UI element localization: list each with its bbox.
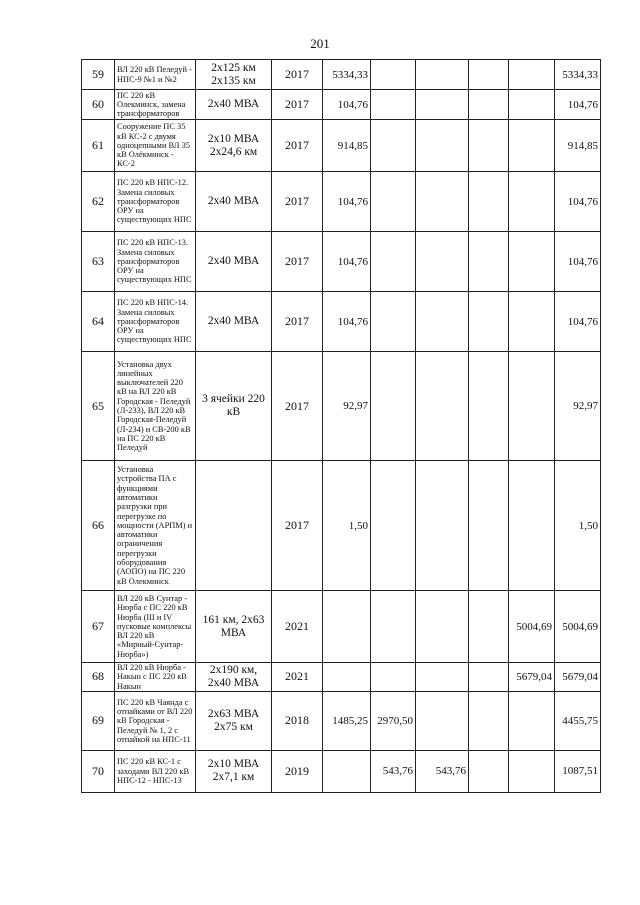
object-name: ВЛ 220 кВ Сунтар - Нюрба с ПС 220 кВ Нюрба (III и IV пусковые комплексы ВЛ 220 кВ «Мирный-Сунтар-Нюрба») <box>115 591 196 663</box>
value-col-3 <box>416 352 469 461</box>
object-name: ПС 220 кВ НПС-14. Замена силовых трансформаторов ОРУ на существующих НПС <box>115 292 196 352</box>
commission-year: 2021 <box>272 663 323 692</box>
value-col-4 <box>469 591 509 663</box>
object-name: ВЛ 220 кВ Нюрба - Накын с ПС 220 кВ Накын <box>115 663 196 692</box>
value-col-2: 2970,50 <box>371 691 416 750</box>
capacity: 2х63 МВА 2х75 км <box>196 691 272 750</box>
capacity: 3 ячейки 220 кВ <box>196 352 272 461</box>
value-col-1: 104,76 <box>323 172 371 232</box>
value-col-2 <box>371 172 416 232</box>
value-col-5 <box>509 461 555 591</box>
value-col-5 <box>509 232 555 292</box>
value-col-3 <box>416 663 469 692</box>
commission-year: 2017 <box>272 172 323 232</box>
table-row <box>82 750 601 792</box>
value-col-4 <box>469 663 509 692</box>
value-col-1: 104,76 <box>323 292 371 352</box>
value-col-3: 543,76 <box>416 750 469 792</box>
value-col-5 <box>509 90 555 120</box>
value-col-2 <box>371 292 416 352</box>
table-row <box>82 352 601 461</box>
value-col-1: 1485,25 <box>323 691 371 750</box>
commission-year: 2017 <box>272 292 323 352</box>
commission-year: 2019 <box>272 750 323 792</box>
value-col-1: 914,85 <box>323 120 371 172</box>
capacity: 2х125 км 2х135 км <box>196 60 272 90</box>
value-col-2: 543,76 <box>371 750 416 792</box>
value-col-5 <box>509 120 555 172</box>
value-col-4 <box>469 352 509 461</box>
table-row <box>82 461 601 591</box>
capacity: 2х40 МВА <box>196 232 272 292</box>
object-name: ПС 220 кВ Чаянда с отпайками от ВЛ 220 кВ Городская - Пеледуй № 1, 2 с отпайкой на НПС-11 <box>115 691 196 750</box>
value-col-3 <box>416 292 469 352</box>
commission-year: 2018 <box>272 691 323 750</box>
row-number: 59 <box>82 60 115 90</box>
table-row <box>82 663 601 692</box>
capacity: 2х10 МВА 2х24,6 км <box>196 120 272 172</box>
capacity: 2х10 МВА 2х7,1 км <box>196 750 272 792</box>
total-value: 104,76 <box>555 172 601 232</box>
value-col-2 <box>371 461 416 591</box>
row-number: 67 <box>82 591 115 663</box>
commission-year: 2017 <box>272 352 323 461</box>
table-row <box>82 60 601 90</box>
object-name: ВЛ 220 кВ Пеледуй - НПС-9 №1 и №2 <box>115 60 196 90</box>
total-value: 1087,51 <box>555 750 601 792</box>
value-col-1 <box>323 591 371 663</box>
commission-year: 2017 <box>272 120 323 172</box>
object-name: ПС 220 кВ КС-1 с заходами ВЛ 220 кВ НПС-12 - НПС-13 <box>115 750 196 792</box>
value-col-4 <box>469 90 509 120</box>
value-col-2 <box>371 60 416 90</box>
row-number: 68 <box>82 663 115 692</box>
value-col-3 <box>416 591 469 663</box>
value-col-1: 92,97 <box>323 352 371 461</box>
capacity <box>196 461 272 591</box>
value-col-3 <box>416 120 469 172</box>
value-col-1 <box>323 750 371 792</box>
capacity: 2х40 МВА <box>196 90 272 120</box>
value-col-1: 1,50 <box>323 461 371 591</box>
value-col-2 <box>371 663 416 692</box>
value-col-4 <box>469 172 509 232</box>
total-value: 5679,04 <box>555 663 601 692</box>
capacity: 2х190 км, 2х40 МВА <box>196 663 272 692</box>
object-name: Сооружение ПС 35 кВ КС-2 с двумя одноцепными ВЛ 35 кВ Олёкминск - КС-2 <box>115 120 196 172</box>
object-name: ПС 220 кВ НПС-13. Замена силовых трансформаторов ОРУ на существующих НПС <box>115 232 196 292</box>
value-col-2 <box>371 352 416 461</box>
total-value: 104,76 <box>555 232 601 292</box>
total-value: 4455,75 <box>555 691 601 750</box>
object-name: Установка двух линейных выключателей 220 кВ на ВЛ 220 кВ Городская - Пеледуй (Л-233), ВЛ 220 кВ Городская-Пеледуй (Л-234) и СВ-200 кВ на ПС 220 кВ Пеледуй <box>115 352 196 461</box>
total-value: 1,50 <box>555 461 601 591</box>
value-col-4 <box>469 232 509 292</box>
total-value: 104,76 <box>555 292 601 352</box>
value-col-4 <box>469 60 509 90</box>
object-name: ПС 220 кВ Олекминск, замена трансформаторов <box>115 90 196 120</box>
commission-year: 2017 <box>272 232 323 292</box>
value-col-1: 5334,33 <box>323 60 371 90</box>
value-col-5 <box>509 352 555 461</box>
value-col-4 <box>469 292 509 352</box>
row-number: 61 <box>82 120 115 172</box>
table-row <box>82 172 601 232</box>
table-row <box>82 292 601 352</box>
value-col-1: 104,76 <box>323 90 371 120</box>
table-row <box>82 120 601 172</box>
row-number: 66 <box>82 461 115 591</box>
value-col-4 <box>469 120 509 172</box>
table-row <box>82 691 601 750</box>
capacity: 2х40 МВА <box>196 292 272 352</box>
value-col-5 <box>509 750 555 792</box>
total-value: 5334,33 <box>555 60 601 90</box>
commission-year: 2017 <box>272 90 323 120</box>
row-number: 63 <box>82 232 115 292</box>
row-number: 70 <box>82 750 115 792</box>
value-col-4 <box>469 461 509 591</box>
value-col-2 <box>371 90 416 120</box>
value-col-5: 5004,69 <box>509 591 555 663</box>
row-number: 64 <box>82 292 115 352</box>
value-col-1 <box>323 663 371 692</box>
row-number: 62 <box>82 172 115 232</box>
value-col-5 <box>509 60 555 90</box>
object-name: Установка устройства ПА с функциями автоматики разгрузки при перегрузке по мощности (АРПМ) и автоматики ограничения перегрузки оборудования (АОПО) на ПС 220 кВ Олекминск <box>115 461 196 591</box>
capacity: 2х40 МВА <box>196 172 272 232</box>
total-value: 104,76 <box>555 90 601 120</box>
total-value: 5004,69 <box>555 591 601 663</box>
value-col-2 <box>371 591 416 663</box>
commission-year: 2021 <box>272 591 323 663</box>
capacity: 161 км, 2х63 МВА <box>196 591 272 663</box>
table-row <box>82 90 601 120</box>
value-col-5: 5679,04 <box>509 663 555 692</box>
value-col-3 <box>416 172 469 232</box>
value-col-4 <box>469 750 509 792</box>
page-number: 201 <box>310 36 330 51</box>
row-number: 65 <box>82 352 115 461</box>
row-number: 69 <box>82 691 115 750</box>
value-col-2 <box>371 232 416 292</box>
value-col-5 <box>509 691 555 750</box>
value-col-2 <box>371 120 416 172</box>
value-col-5 <box>509 172 555 232</box>
table-row <box>82 232 601 292</box>
table-row <box>82 591 601 663</box>
total-value: 92,97 <box>555 352 601 461</box>
total-value: 914,85 <box>555 120 601 172</box>
value-col-3 <box>416 232 469 292</box>
commission-year: 2017 <box>272 461 323 591</box>
row-number: 60 <box>82 90 115 120</box>
value-col-3 <box>416 691 469 750</box>
value-col-4 <box>469 691 509 750</box>
commission-year: 2017 <box>272 60 323 90</box>
value-col-3 <box>416 60 469 90</box>
value-col-3 <box>416 461 469 591</box>
investment-table <box>81 59 601 793</box>
value-col-5 <box>509 292 555 352</box>
value-col-3 <box>416 90 469 120</box>
object-name: ПС 220 кВ НПС-12. Замена силовых трансформаторов ОРУ на существующих НПС <box>115 172 196 232</box>
value-col-1: 104,76 <box>323 232 371 292</box>
